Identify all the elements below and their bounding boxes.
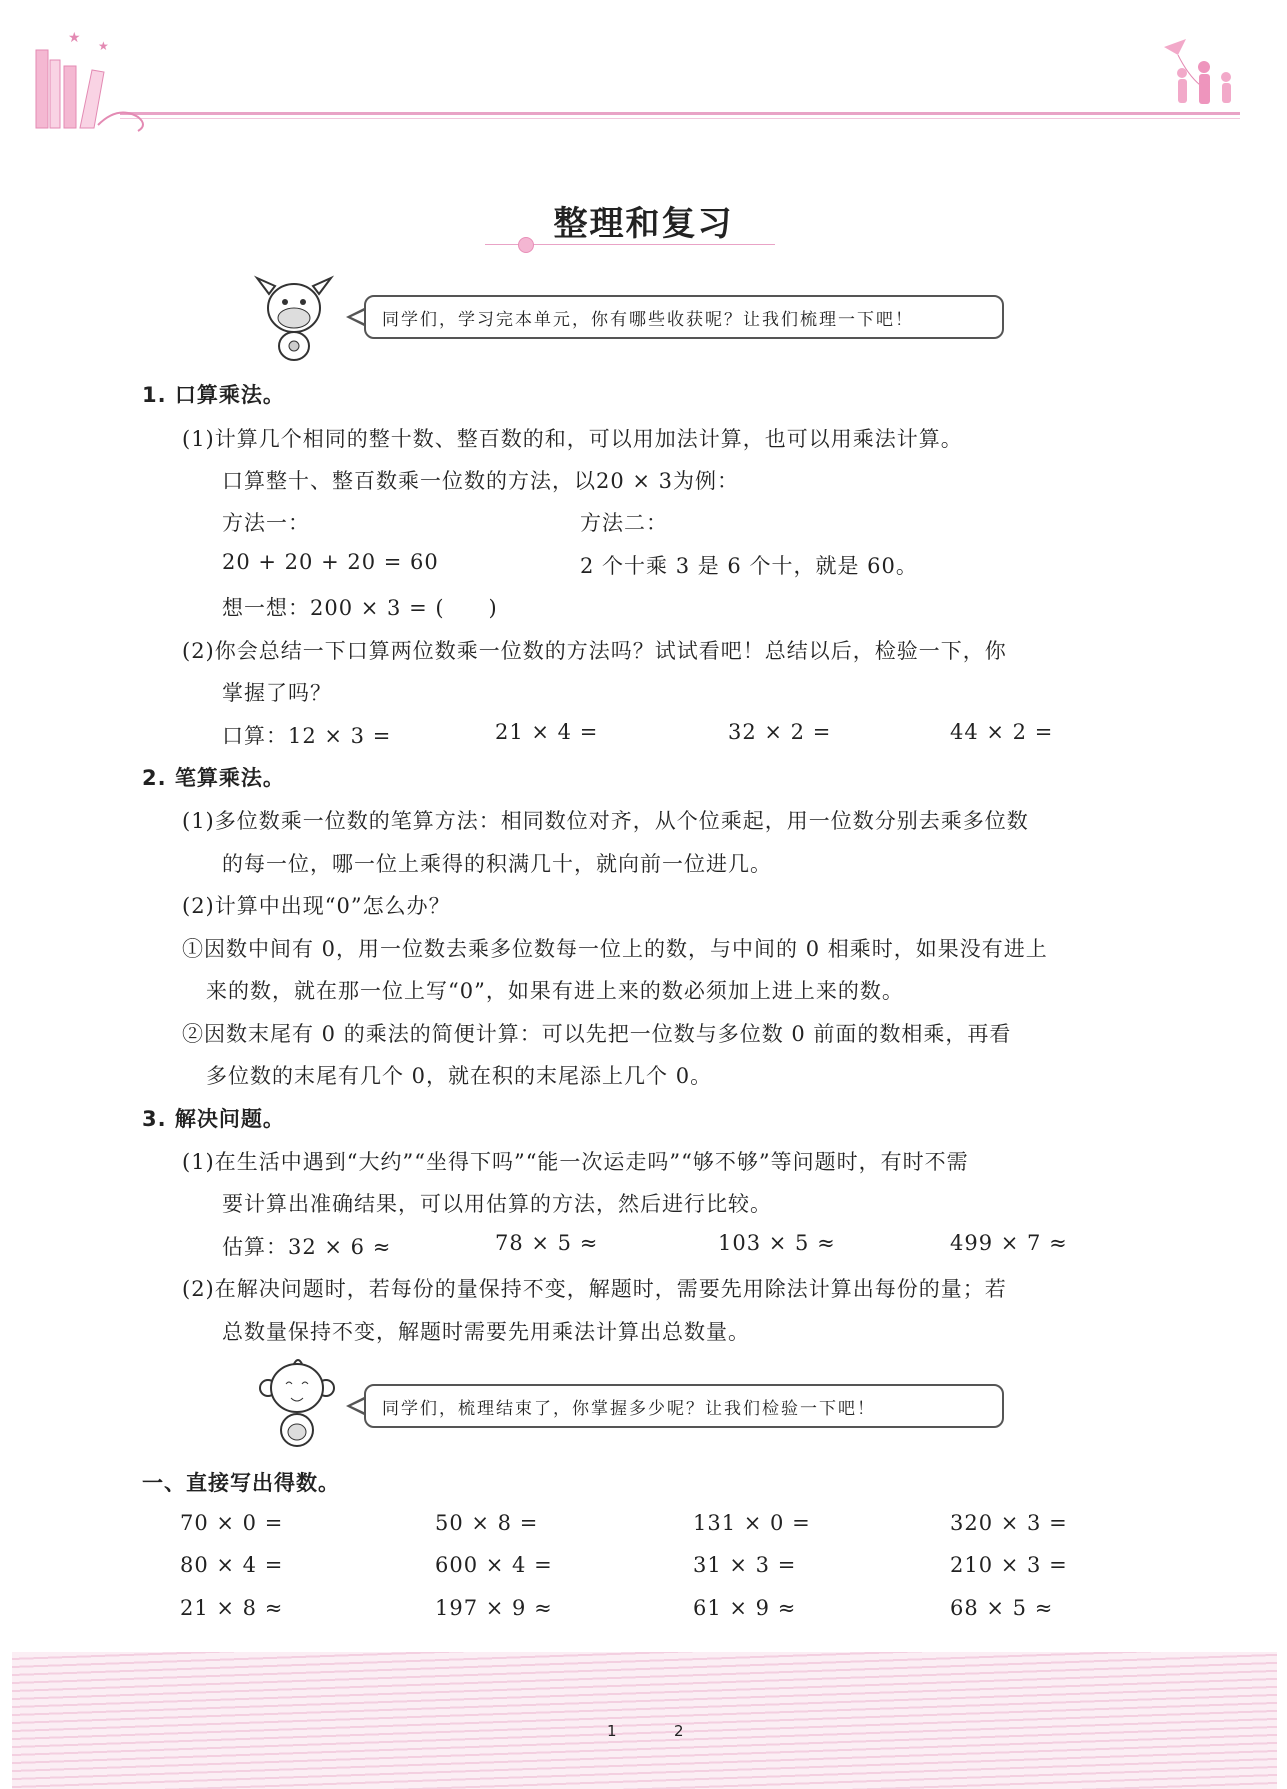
s1-point-1: (1)计算几个相同的整十数、整百数的和，可以用加法计算，也可以用乘法计算。 xyxy=(182,427,963,451)
children-kite-decoration-icon xyxy=(1160,35,1250,120)
exercise-item: 50 × 8 = xyxy=(435,1511,539,1535)
title-bullet-dot xyxy=(518,237,534,253)
page-number-digit: 2 xyxy=(674,1722,684,1740)
s2-case-1-line2: 来的数，就在那一位上写“0”，如果有进上来的数必须加上进上来的数。 xyxy=(206,979,904,1003)
s3-point-1-line1: (1)在生活中遇到“大约”“坐得下吗”“能一次运走吗”“够不够”等问题时，有时不需 xyxy=(182,1150,969,1174)
svg-text:★: ★ xyxy=(98,39,109,53)
s1-point-1-example: 口算整十、整百数乘一位数的方法，以20 × 3为例： xyxy=(222,469,740,493)
page-title: 整理和复习 xyxy=(553,204,734,244)
s2-point-2: (2)计算中出现“0”怎么办？ xyxy=(182,894,451,918)
section-1-heading: 1. 口算乘法。 xyxy=(142,383,285,407)
exercise-item: 61 × 9 ≈ xyxy=(693,1596,797,1620)
exercise-1-heading: 一、直接写出得数。 xyxy=(142,1471,340,1495)
s2-case-1-line1: ①因数中间有 0，用一位数去乘多位数每一位上的数，与中间的 0 相乘时，如果没有进上 xyxy=(182,937,1048,961)
oral-calc-item: 32 × 2 = xyxy=(728,720,832,744)
method-1-text: 20 + 20 + 20 = 60 xyxy=(222,550,439,574)
books-decoration-icon xyxy=(28,20,158,135)
section-3-heading: 3. 解决问题。 xyxy=(142,1107,285,1131)
estimate-item: 103 × 5 ≈ xyxy=(718,1231,836,1255)
think-question: 想一想：200 × 3 = ( ) xyxy=(222,596,498,620)
s3-point-1-line2: 要计算出准确结果，可以用估算的方法，然后进行比较。 xyxy=(222,1192,772,1216)
exercise-item: 600 × 4 = xyxy=(435,1553,553,1577)
header-rule xyxy=(120,112,1240,115)
s3-point-2-line2: 总数量保持不变，解题时需要先用乘法计算出总数量。 xyxy=(222,1320,750,1344)
estimate-item: 估算：32 × 6 ≈ xyxy=(222,1235,392,1259)
exercise-item: 70 × 0 = xyxy=(180,1511,284,1535)
monkey-mascot-icon xyxy=(258,1356,336,1450)
s2-case-2-line2: 多位数的末尾有几个 0，就在积的末尾添上几个 0。 xyxy=(206,1064,713,1088)
oral-calc-item: 21 × 4 = xyxy=(495,720,599,744)
exercise-item: 197 × 9 ≈ xyxy=(435,1596,553,1620)
oral-calc-item: 口算：12 × 3 = xyxy=(222,724,392,748)
oral-calc-item: 44 × 2 = xyxy=(950,720,1054,744)
exercise-item: 131 × 0 = xyxy=(693,1511,811,1535)
svg-text:★: ★ xyxy=(68,30,81,46)
s1-point-2-line1: (2)你会总结一下口算两位数乘一位数的方法吗？试试看吧！总结以后，检验一下，你 xyxy=(182,639,1007,663)
method-1-label: 方法一： xyxy=(222,511,310,535)
section-2-heading: 2. 笔算乘法。 xyxy=(142,766,285,790)
cow-mascot-icon xyxy=(253,272,335,364)
method-2-label: 方法二： xyxy=(580,511,668,535)
method-2-text: 2 个十乘 3 是 6 个十，就是 60。 xyxy=(580,554,918,578)
estimate-item: 78 × 5 ≈ xyxy=(495,1231,599,1255)
speech-bubble-intro: 同学们，学习完本单元，你有哪些收获呢？让我们梳理一下吧！ xyxy=(364,295,1004,339)
exercise-item: 320 × 3 = xyxy=(950,1511,1068,1535)
s3-point-2-line1: (2)在解决问题时，若每份的量保持不变，解题时，需要先用除法计算出每份的量；若 xyxy=(182,1277,1007,1301)
exercise-item: 68 × 5 ≈ xyxy=(950,1596,1054,1620)
exercise-item: 21 × 8 ≈ xyxy=(180,1596,284,1620)
page-number-digit: 1 xyxy=(607,1722,617,1740)
exercise-item: 31 × 3 = xyxy=(693,1553,797,1577)
footer-band xyxy=(12,1652,1277,1789)
estimate-item: 499 × 7 ≈ xyxy=(950,1231,1068,1255)
s2-point-1-line2: 的每一位，哪一位上乘得的积满几十，就向前一位进几。 xyxy=(222,852,772,876)
exercise-item: 80 × 4 = xyxy=(180,1553,284,1577)
s2-point-1-line1: (1)多位数乘一位数的笔算方法：相同数位对齐，从个位乘起，用一位数分别去乘多位数 xyxy=(182,809,1029,833)
s2-case-2-line1: ②因数末尾有 0 的乘法的简便计算：可以先把一位数与多位数 0 前面的数相乘，再看 xyxy=(182,1022,1012,1046)
speech-bubble-check: 同学们，梳理结束了，你掌握多少呢？让我们检验一下吧！ xyxy=(364,1384,1004,1428)
s1-point-2-line2: 掌握了吗？ xyxy=(222,681,332,705)
exercise-item: 210 × 3 = xyxy=(950,1553,1068,1577)
header-rule-thin xyxy=(120,118,1240,119)
